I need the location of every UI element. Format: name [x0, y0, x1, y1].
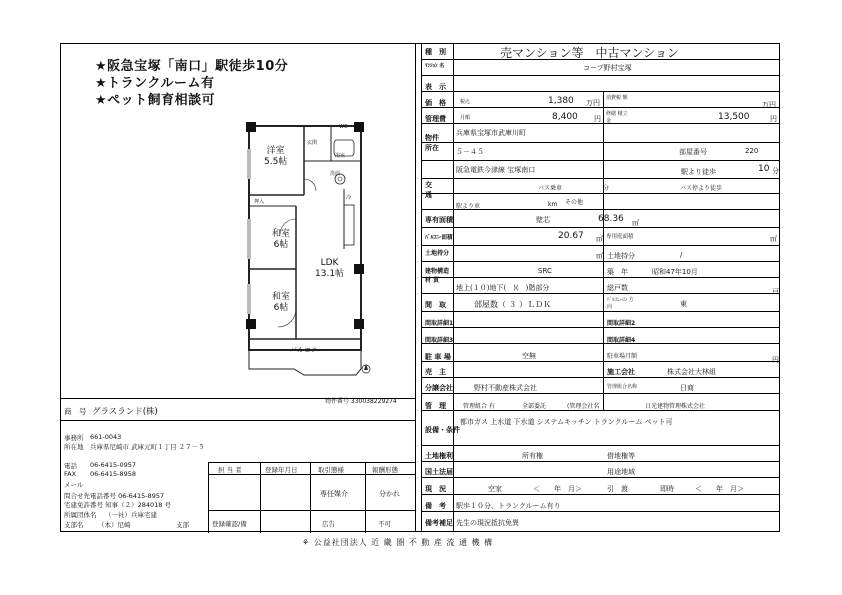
property-number: 物件番号 330038229274 [325, 398, 397, 405]
storage-label: 押入 [254, 199, 265, 205]
traffic-label: 交 通 [425, 181, 432, 199]
repair-unit: 円 [770, 115, 777, 123]
tax-label: 消費税 額 [606, 95, 628, 101]
land-right-type: 所有権 [522, 452, 543, 460]
table-rule [421, 327, 780, 328]
area-unit: ㎡ [632, 219, 639, 227]
bus-stop-walk: バス停より徒歩 [680, 185, 723, 192]
price-label: 価 格 [425, 99, 446, 107]
builder-label: 施工会社 [607, 368, 635, 376]
builder: 株式会社大林組 [667, 368, 716, 376]
table-rule [421, 227, 780, 228]
assoc: （一社）兵庫宅建 [105, 511, 157, 519]
layout-label: 間 取 [425, 301, 446, 309]
area-label: 専有面積 [425, 216, 453, 224]
table-rule [421, 91, 780, 92]
detail4-label: 間取詳細4 [607, 337, 636, 344]
built-label: 築 年 [607, 268, 628, 276]
other-label: その他 [565, 199, 584, 206]
room1-label: 洋室 5.5帖 [264, 146, 288, 167]
note-label: 備 考 [425, 502, 446, 510]
car-label: 駅より車 [456, 203, 481, 210]
confirm-label: 登録確認/備 [212, 520, 247, 528]
room-no: 220 [745, 147, 759, 155]
mgmt-sub: 月額 [460, 115, 471, 121]
postal-code: 661-0043 [90, 433, 122, 441]
table-border [421, 43, 422, 532]
manage-mode: 全部委託 [522, 403, 547, 410]
delivery-label: 引 渡 [607, 485, 628, 493]
area-sub: 壁芯 [536, 216, 550, 224]
company-block [60, 398, 416, 532]
parking-fee-label: 駐車場月額 [607, 353, 638, 360]
assoc-label: 所属団体名 [64, 511, 97, 519]
floors: 地上(１０)地下( )( )階部分 [456, 284, 550, 292]
walk-unit: 分 [772, 167, 779, 175]
highlight-3: ★ペット飼育相談可 [95, 93, 216, 108]
balcony-area-label: ﾊﾞﾙｺﾆｰ面積 [425, 235, 453, 241]
use-zone-label: 用途地域 [607, 468, 635, 476]
structure-label: 建物構造 材 質 [425, 268, 450, 284]
table-rule [421, 461, 780, 462]
equipment-label: 設備・条件 [425, 426, 460, 434]
distributor: 野村不動産株式会社 [474, 384, 537, 392]
walk-minutes: 10 [758, 164, 770, 174]
table-rule [421, 511, 780, 512]
note: 駅歩１０分、トランクルーム有り [456, 502, 561, 510]
office-label: 事務所 [64, 434, 84, 442]
table-rule [421, 393, 780, 394]
person-header: 担 当 者 [218, 466, 242, 474]
location-label: 物件 所在 [425, 134, 439, 152]
address: 兵庫県尼崎市 武庫元町１丁目 ２７－５ [90, 443, 205, 451]
fee-header: 報酬形態 [372, 466, 398, 474]
org-logo-icon: ⚘ [302, 538, 314, 547]
ldk-label: LDK 13.1帖 [315, 258, 345, 279]
wc-label: WC [339, 124, 348, 130]
table-rule [421, 277, 780, 278]
manage-co: 日光建物管理株式会社 [645, 403, 706, 410]
repair-label: 修繕 積立金 [606, 111, 628, 124]
mgmt-co: 日商 [680, 384, 694, 392]
parking-unit: 円 [772, 356, 779, 364]
company-name: グラスランド(株) [92, 407, 158, 417]
detail1-label: 間取詳細1 [425, 320, 454, 327]
land-share-label: 土地持分 [425, 250, 450, 257]
table-rule [421, 343, 780, 344]
zoning-label: 国土法届 [425, 468, 453, 476]
units-unit: 戸 [772, 288, 779, 296]
fax-label: FAX [64, 470, 77, 478]
ad-label: 広告 [322, 520, 335, 528]
table-rule [421, 445, 780, 446]
bus-label: バス乗車 [538, 185, 563, 192]
table-rule [421, 293, 780, 294]
structure: SRC [538, 267, 552, 275]
table-rule [421, 494, 780, 495]
listing-title: 売マンション等 中古マンション [500, 46, 679, 60]
area-value: 68.36 [598, 214, 624, 224]
parking: 空無 [522, 352, 536, 360]
lease-label: 借地権等 [607, 452, 635, 460]
traffic: 阪急電鉄今津線 宝塚南口 [456, 166, 536, 174]
repair-fund: 13,500 [718, 112, 750, 122]
balcony-label: バルコニー [290, 346, 325, 354]
distributor-label: 分譲会社 [425, 384, 453, 392]
layout: 部屋数（ ３ ）ＬＤＫ [474, 300, 552, 309]
inquiry: 問合せ先電話番号 06-6415-8957 [64, 492, 165, 500]
manage-form: 管理組合 有 [463, 403, 495, 410]
table-rule [421, 261, 780, 262]
branch: （本）尼崎 支部 [98, 521, 189, 529]
room2-label: 和室 6帖 [272, 229, 291, 250]
table-mid-rule [603, 91, 604, 410]
mgmt-label: 管理費 [425, 115, 446, 123]
detail3-label: 間取詳細3 [425, 337, 454, 344]
mode-value: 専任媒介 [320, 490, 348, 498]
built-date: 昭和47年10月 [652, 268, 698, 276]
delivery: 即時 [660, 485, 674, 493]
remark-label: 備考補足 [425, 519, 453, 527]
tel-label: 電話 [64, 462, 77, 470]
table-rule [421, 361, 780, 362]
delivery-date: ＜ 年 月＞ [695, 485, 744, 493]
remark: 先生の現況抵抗免異 [456, 519, 519, 527]
private-garden-unit: ㎡ [770, 235, 777, 243]
walk-label: 駅より徒歩 [681, 168, 716, 176]
table-rule [421, 142, 780, 143]
display-label: 表 示 [425, 83, 446, 91]
table-rule [421, 193, 780, 194]
manage-label: 管 理 [425, 402, 446, 410]
seller-label: 売 主 [425, 368, 446, 376]
land-right-label: 土地持分 [607, 252, 635, 260]
table-rule [421, 377, 780, 378]
building-name: コープ野村宝塚 [583, 64, 632, 72]
room-no-label: 部屋番号 [679, 148, 707, 156]
bus-minutes: 分 [603, 185, 610, 192]
entrance-label: 玄関 [307, 140, 318, 146]
land-share-unit: ㎡ [596, 252, 603, 260]
status-label: 現 況 [425, 485, 446, 493]
fee-value: 分かれ [379, 490, 400, 498]
price-value: 1,380 [548, 96, 574, 106]
table-rule [421, 178, 780, 179]
table-rule [421, 477, 780, 478]
facing: 東 [680, 300, 687, 308]
table-rule [421, 311, 780, 312]
highlight-1: ★阪急宝塚「南口」駅徒歩10分 [95, 59, 289, 74]
land-right-type-label: 土地権利 [425, 452, 453, 460]
status: 空家 [488, 485, 502, 493]
balcony-area: 20.67 [558, 231, 584, 241]
fax: 06-6415-8958 [90, 470, 137, 478]
fridge-label: 冷 [346, 195, 352, 201]
trade-label: 商 号 [64, 407, 87, 416]
land-right-value: / [680, 251, 683, 259]
table-rule [421, 75, 780, 76]
address-label: 所在地 [64, 443, 84, 451]
license: 宅建免許番号 知事（２）284018 号 [64, 501, 171, 509]
floor-plan [236, 119, 376, 379]
table-rule [421, 107, 780, 108]
ad-value: 不可 [378, 520, 391, 528]
tax-unit: 万円 [762, 101, 776, 109]
price-tax-note: 税込 [460, 99, 471, 105]
location: 兵庫県宝塚市武庫川町 [456, 129, 526, 137]
kind-label: 種 別 [425, 48, 446, 56]
date-header: 登録年月日 [265, 466, 298, 474]
room3-label: 和室 6帖 [272, 292, 291, 313]
equipment: 都市ガス 上水道 下水道 システムキッチン トランクルーム ペット可 [460, 418, 673, 426]
label-column-rule [453, 43, 454, 532]
balcony-unit: ㎡ [596, 235, 603, 243]
branch-label: 支部名 [64, 521, 84, 529]
table-rule [421, 160, 780, 161]
mgmt-co-label: 管理組合名称 [607, 384, 638, 390]
car-km: km [548, 201, 558, 208]
kana-label: ﾏﾝｼｮﾝ 名 [425, 63, 445, 69]
mode-header: 取引態様 [318, 466, 344, 474]
price-unit: 万円 [586, 99, 600, 107]
table-rule [421, 410, 780, 411]
status-date: ＜ 年 月＞ [533, 485, 582, 493]
detail2-label: 間取詳細2 [607, 320, 636, 327]
parking-label: 駐 車 場 [425, 353, 451, 361]
tel: 06-6415-0957 [90, 461, 137, 469]
comp-divider [60, 420, 416, 421]
facing-label: ﾊﾞﾙｺﾆｰの 方向 [607, 297, 634, 310]
washroom-label: 洗面 [330, 171, 341, 177]
manage-co-label: (管理会社名 [567, 403, 600, 410]
table-rule [421, 245, 780, 246]
mgmt-fee: 8,400 [552, 112, 578, 122]
highlight-2: ★トランクルーム有 [95, 76, 215, 91]
mgmt-unit: 円 [594, 115, 601, 123]
private-garden-label: 専用庭面積 [606, 234, 634, 240]
footer-org: ⚘ 公益社団法人 近 畿 圏 不 動 産 流 通 機 構 [302, 538, 494, 547]
mail-label: メール [64, 481, 84, 489]
bath-label: 浴室 [335, 153, 346, 159]
units-label: 総戸数 [607, 284, 628, 292]
location-2: ５－４５ [456, 148, 484, 156]
